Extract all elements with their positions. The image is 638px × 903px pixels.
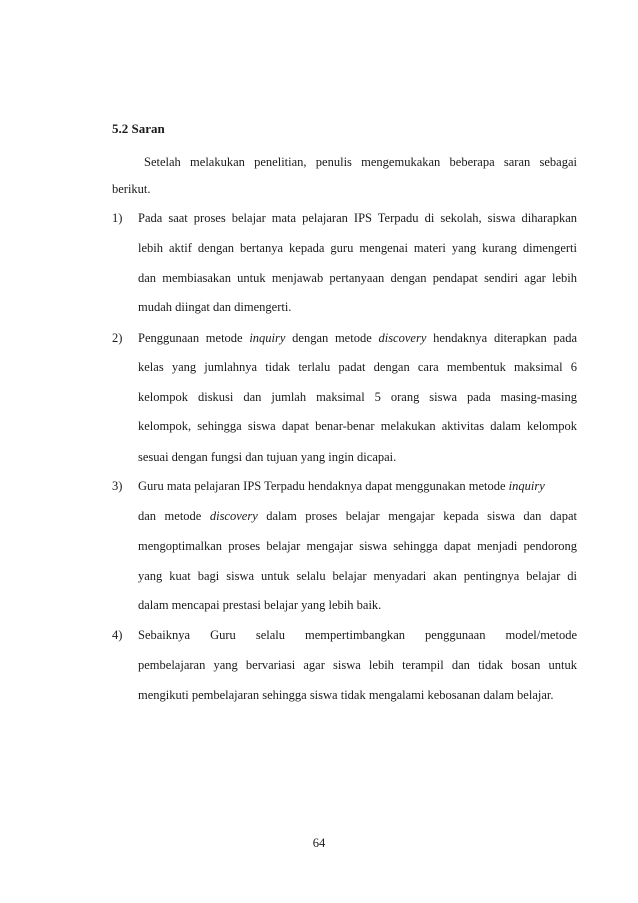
item-2-text-c: dengan metode — [285, 331, 379, 345]
item-1-line-2: lebih aktif dengan bertanya kepada guru mengenai materi yang kurang dimengerti — [138, 241, 577, 255]
item-2-line-1 — [138, 330, 577, 346]
item-3-line-3: mengoptimalkan proses belajar mengajar siswa sehingga dapat menjadi pendorong — [138, 539, 577, 553]
item-2-line-5: sesuai dengan fungsi dan tujuan yang ingin dicapai. — [138, 450, 397, 464]
item-3-line-2 — [138, 508, 577, 524]
item-4-number: 4) — [112, 628, 123, 642]
item-2-line-3: kelompok diskusi dan jumlah maksimal 5 orang siswa pada masing-masing — [138, 390, 577, 404]
item-3-text-2a: dan metode — [138, 509, 210, 523]
item-3-number: 3) — [112, 479, 123, 493]
item-2-text-a: Penggunaan metode — [138, 331, 250, 345]
item-1-line-1: Pada saat proses belajar mata pelajaran IPS Terpadu di sekolah, siswa diharapkan — [138, 211, 577, 225]
item-2-term-inquiry: inquiry — [249, 331, 286, 345]
item-1-line-4: mudah diingat dan dimengerti. — [138, 300, 292, 314]
item-3-line-4: yang kuat bagi siswa untuk selalu belajar menyadari akan pentingnya belajar di — [138, 569, 577, 583]
item-4-line-2: pembelajaran yang bervariasi agar siswa lebih terampil dan tidak bosan untuk — [138, 658, 577, 672]
item-3-text-2c: dalam proses belajar mengajar kepada siswa dan dapat — [257, 509, 578, 523]
intro-line-1: Setelah melakukan penelitian, penulis mengemukakan beberapa saran sebagai — [144, 155, 577, 169]
item-3-term-inquiry: inquiry — [508, 479, 545, 493]
item-4-line-1: Sebaiknya Guru selalu mempertimbangkan penggunaan model/metode — [138, 628, 577, 642]
item-4-line-3: mengikuti pembelajaran sehingga siswa tidak mengalami kebosanan dalam belajar. — [138, 688, 554, 702]
item-3-text-a: Guru mata pelajaran IPS Terpadu hendaknya dapat menggunakan metode — [138, 479, 509, 493]
item-3-line-1 — [138, 478, 545, 494]
item-1-line-3: dan membiasakan untuk menjawab pertanyaan dengan pendapat sendiri agar lebih — [138, 271, 577, 285]
section-heading: 5.2 Saran — [112, 121, 165, 136]
page-number: 64 — [312, 836, 326, 850]
intro-line-2: berikut. — [112, 182, 151, 196]
item-2-line-4: kelompok, sehingga siswa dapat benar-benar melakukan aktivitas dalam kelompok — [138, 419, 577, 433]
item-2-line-2: kelas yang jumlahnya tidak terlalu padat dengan cara membentuk maksimal 6 — [138, 360, 577, 374]
item-2-text-e: hendaknya diterapkan pada — [426, 331, 578, 345]
item-3-term-discovery: discovery — [209, 509, 258, 523]
item-1-number: 1) — [112, 211, 123, 225]
item-2-term-discovery: discovery — [378, 331, 427, 345]
item-3-line-5: dalam mencapai prestasi belajar yang lebih baik. — [138, 598, 382, 612]
item-2-number: 2) — [112, 331, 123, 345]
